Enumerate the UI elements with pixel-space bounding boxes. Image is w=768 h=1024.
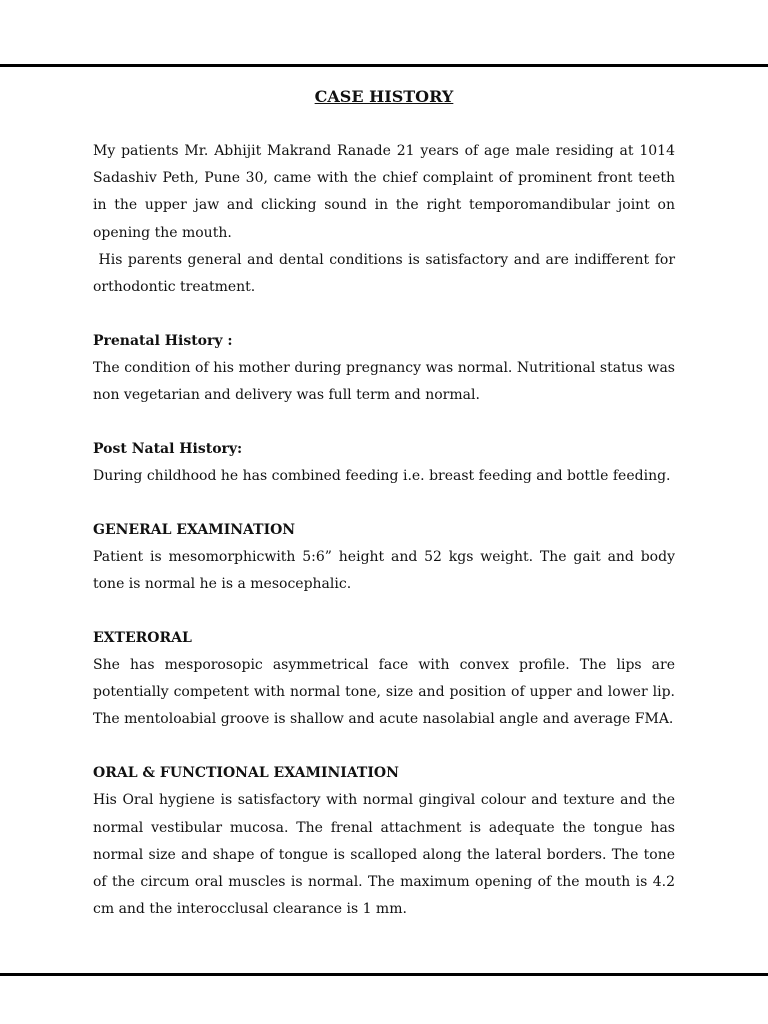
section-body-postnatal: During childhood he has combined feeding i.e. breast feeding and bottle feeding. xyxy=(93,468,671,485)
spacer xyxy=(93,409,675,436)
section-body-prenatal: The condition of his mother during pregnancy was normal. Nutritional status was non vegetarian and delivery was full term and normal. xyxy=(93,359,675,404)
bottom-divider xyxy=(0,973,768,976)
top-divider xyxy=(0,64,768,67)
section-postnatal xyxy=(93,436,675,490)
section-prenatal xyxy=(93,328,675,410)
section-oral-functional xyxy=(93,760,675,923)
intro-paragraph-parents: His parents general and dental conditions is satisfactory and are indifferent for orthodontic treatment. xyxy=(93,251,680,296)
section-heading-oral-functional: ORAL & FUNCTIONAL EXAMINIATION xyxy=(93,765,399,782)
spacer xyxy=(93,490,675,517)
section-body-exteroral: She has mesporosopic asymmetrical face with convex profile. The lips are potentially competent with normal tone, size and position of upper and lower lip. The mentoloabial groove is shallow and acute nasolabial angle and average FMA. xyxy=(93,657,675,728)
section-body-general-examination: Patient is mesomorphicwith 5:6” height and 52 kgs weight. The gait and body tone is normal he is a mesocephalic. xyxy=(93,548,675,593)
section-exteroral xyxy=(93,625,675,734)
page-title: CASE HISTORY xyxy=(314,87,454,106)
section-heading-postnatal: Post Natal History: xyxy=(93,440,243,457)
section-body-oral-functional: His Oral hygiene is satisfactory with normal gingival colour and texture and the normal vestibular mucosa. The frenal attachment is adequate the tongue has normal size and shape of tongue is scalloped along the lateral borders. The tone of the circum oral muscles is normal. The maximum opening of the mouth is 4.2 cm and the interocclusal clearance is 1 mm. xyxy=(93,792,675,918)
section-heading-prenatal: Prenatal History : xyxy=(93,332,233,349)
document-body xyxy=(93,84,680,923)
section-heading-exteroral: EXTERORAL xyxy=(93,629,192,646)
spacer xyxy=(93,598,675,625)
section-general-examination xyxy=(93,517,675,599)
section-heading-general-examination: GENERAL EXAMINATION xyxy=(93,521,296,538)
spacer xyxy=(93,301,675,328)
intro-paragraph: My patients Mr. Abhijit Makrand Ranade 21 years of age male residing at 1014 Sadashiv Peth, Pune 30, came with the chief complaint of prominent front teeth in the upper jaw and clicking sound in the right temporomandibular joint on opening the mouth. xyxy=(93,143,675,241)
spacer xyxy=(93,734,675,761)
